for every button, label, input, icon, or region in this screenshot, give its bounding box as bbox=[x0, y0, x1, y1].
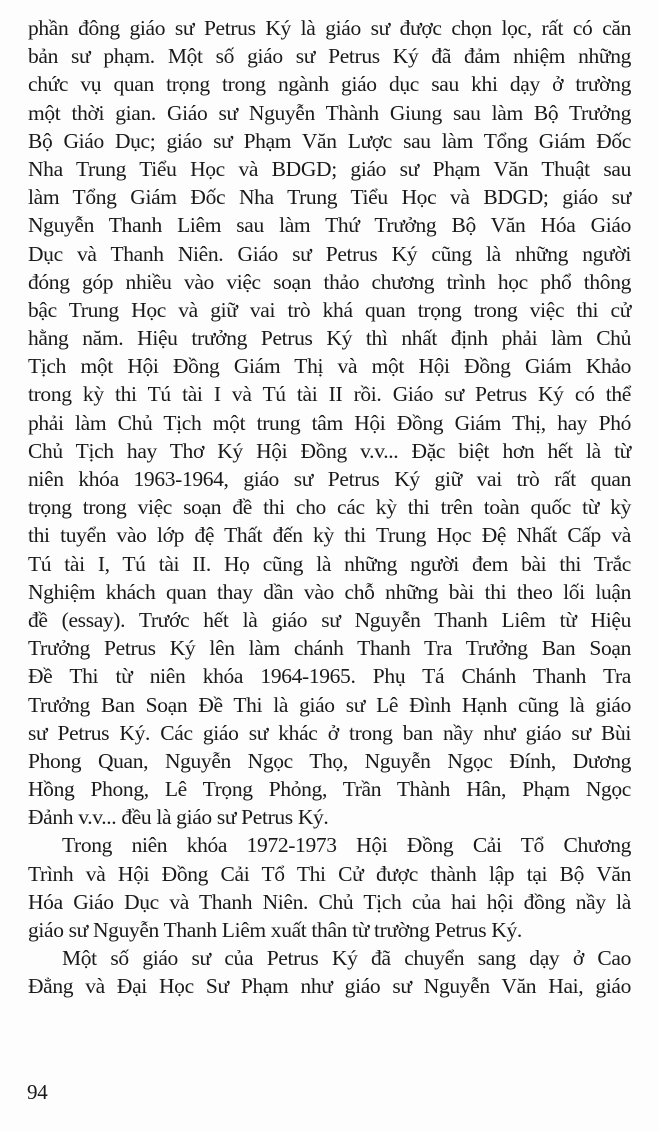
text-line: Chủ Tịch hay Thơ Ký Hội Đồng v.v... Đặc biệt hơn hết là từ bbox=[28, 438, 631, 463]
text-line: trọng trong việc soạn đề thi cho các kỳ thi trên toàn quốc từ kỳ bbox=[28, 495, 631, 520]
text-line: làm Tổng Giám Đốc Nha Trung Tiểu Học và BDGD; giáo sư bbox=[28, 185, 631, 210]
text-line: thi tuyển vào lớp đệ Thất đến kỳ thi Trung Học Đệ Nhất Cấp và bbox=[28, 523, 631, 548]
text-line: trong kỳ thi Tú tài I và Tú tài II rồi. Giáo sư Petrus Ký có thể bbox=[28, 382, 631, 407]
text-line: Hóa Giáo Dục và Thanh Niên. Chủ Tịch của hai hội đồng nầy là bbox=[28, 889, 631, 914]
text-line: Tịch một Hội Đồng Giám Thị và một Hội Đồng Giám Khảo bbox=[28, 354, 631, 379]
text-line: sư Petrus Ký. Các giáo sư khác ở trong ban nầy như giáo sư Bùi bbox=[28, 720, 631, 745]
text-line: chức vụ quan trọng trong ngành giáo dục sau khi dạy ở trường bbox=[28, 72, 631, 97]
text-line: phần đông giáo sư Petrus Ký là giáo sư được chọn lọc, rất có căn bbox=[28, 16, 631, 40]
text-line: Trong niên khóa 1972-1973 Hội Đồng Cải Tổ Chương bbox=[62, 833, 631, 858]
text-line: phải làm Chủ Tịch một trung tâm Hội Đồng Giám Thị, hay Phó bbox=[28, 410, 631, 435]
text-line: giáo sư Nguyễn Thanh Liêm xuất thân từ trường Petrus Ký. bbox=[28, 918, 522, 942]
text-line: Bộ Giáo Dục; giáo sư Phạm Văn Lược sau làm Tổng Giám Đốc bbox=[28, 128, 631, 153]
text-line: Nguyễn Thanh Liêm sau làm Thứ Trưởng Bộ Văn Hóa Giáo bbox=[28, 213, 631, 238]
text-line: Dục và Thanh Niên. Giáo sư Petrus Ký cũng là những người bbox=[28, 241, 631, 266]
text-line: Đảnh v.v... đều là giáo sư Petrus Ký. bbox=[28, 805, 329, 830]
body-text bbox=[28, 14, 631, 1001]
text-line: bản sư phạm. Một số giáo sư Petrus Ký đã đảm nhiệm những bbox=[28, 44, 631, 69]
text-line: đề (essay). Trước hết là giáo sư Nguyễn Thanh Liêm từ Hiệu bbox=[28, 607, 631, 632]
text-line: Một số giáo sư của Petrus Ký đã chuyển sang dạy ở Cao bbox=[62, 946, 631, 971]
text-line: Trưởng Petrus Ký lên làm chánh Thanh Tra Trưởng Ban Soạn bbox=[28, 636, 631, 661]
text-line: Phong Quan, Nguyễn Ngọc Thọ, Nguyễn Ngọc Đính, Dương bbox=[28, 748, 631, 773]
text-line: Trưởng Ban Soạn Đề Thi là giáo sư Lê Đình Hạnh cũng là giáo bbox=[28, 692, 631, 717]
text-line: đóng góp nhiều vào việc soạn thảo chương trình học phổ thông bbox=[28, 269, 631, 294]
text-line: Tú tài I, Tú tài II. Họ cũng là những người đem bài thi Trắc bbox=[28, 551, 631, 576]
page-number: 94 bbox=[27, 1080, 48, 1104]
text-line: Đề Thi từ niên khóa 1964-1965. Phụ Tá Chánh Thanh Tra bbox=[28, 664, 631, 689]
text-line: bậc Trung Học và giữ vai trò khá quan trọng trong việc thi cử bbox=[28, 297, 631, 322]
text-line: niên khóa 1963-1964, giáo sư Petrus Ký giữ vai trò rất quan bbox=[28, 467, 631, 491]
text-line: Nha Trung Tiểu Học và BDGD; giáo sư Phạm Văn Thuật sau bbox=[28, 156, 631, 181]
text-line: hằng năm. Hiệu trưởng Petrus Ký thì nhất định phải làm Chủ bbox=[28, 326, 631, 351]
text-line: một thời gian. Giáo sư Nguyễn Thành Giung sau làm Bộ Trưởng bbox=[28, 100, 631, 125]
text-line: Hồng Phong, Lê Trọng Phỏng, Trần Thành Hân, Phạm Ngọc bbox=[28, 777, 631, 802]
text-line: Đẳng và Đại Học Sư Phạm như giáo sư Nguyễn Văn Hai, giáo bbox=[28, 974, 631, 999]
text-line: Nghiệm khách quan thay dần vào chỗ những bài thi theo lối luận bbox=[28, 579, 631, 604]
text-line: Trình và Hội Đồng Cải Tổ Thi Cử được thành lập tại Bộ Văn bbox=[28, 861, 631, 886]
